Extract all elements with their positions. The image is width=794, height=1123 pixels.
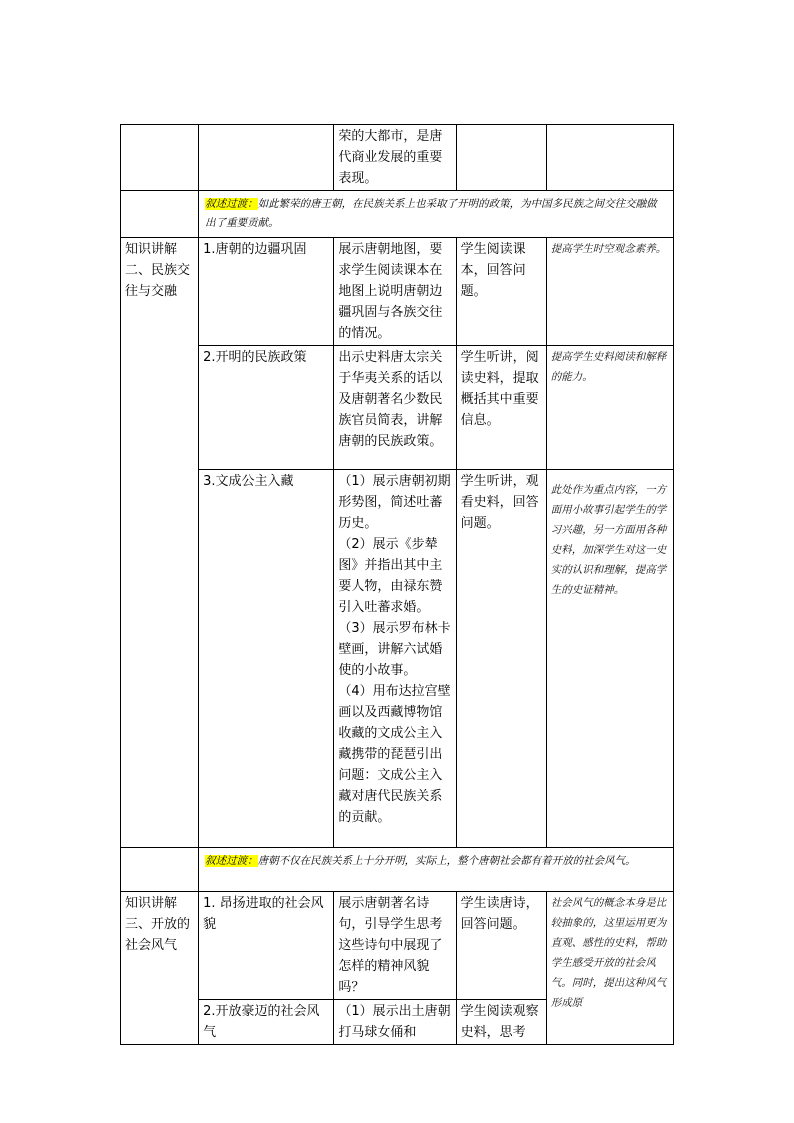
- section-title: 知识讲解二、民族交往与交融: [125, 242, 191, 299]
- student-activity-text: 学生听讲，观看史料，回答问题。: [460, 474, 539, 531]
- teacher-activity-text: 出示史料唐太宗关于华夷关系的话以及唐朝著名少数民族官员简表，讲解唐朝的民族政策。: [338, 350, 443, 449]
- teacher-activity-text: 展示唐朝著名诗句，引导学生思考这些诗句中展现了怎样的精神风貌吗？: [338, 896, 443, 995]
- section-title-cell: [121, 892, 199, 1045]
- student-activity-text: 学生读唐诗，回答问题。: [460, 896, 539, 932]
- lesson-plan-table: [120, 124, 674, 1045]
- student-activity-cell: [456, 1000, 546, 1045]
- transition-cell: [199, 191, 674, 238]
- design-intent-text: 社会风气的概念本身是比较抽象的，这里运用更为直观、感性的史料，帮助学生感受开放的社会风气。同时，提出这种风气形成原: [550, 897, 667, 1009]
- student-activity-text: 学生听讲，阅读史料，提取概括其中重要信息。: [460, 350, 539, 428]
- design-intent-text: 此处作为重点内容，一方面用小故事引起学生的学习兴趣，另一方面用各种史料，加深学生对这一史实的认识和理解，提高学生的史证精神。: [550, 484, 667, 596]
- table-row: [121, 892, 674, 1000]
- student-activity-cell: [456, 125, 546, 191]
- transition-row: [121, 191, 674, 238]
- student-activity-cell: [456, 470, 546, 848]
- teacher-activity-text: （1）展示出土唐朝打马球女俑和: [338, 1004, 451, 1040]
- teacher-activity-cell: [334, 238, 456, 346]
- transition-text: 如此繁荣的唐王朝，在民族关系上也采取了开明的政策，为中国多民族之间交往交融做出了重要贡献。: [205, 198, 657, 229]
- transition-label: 叙述过渡：: [205, 855, 258, 867]
- section-cell: [121, 848, 199, 892]
- transition-row: [121, 848, 674, 892]
- teacher-activity-step: （1）展示唐朝初期形势图，简述吐蕃历史。: [338, 474, 451, 531]
- teacher-activity-step: （2）展示《步辇图》并指出其中主要人物，由禄东赞引入吐蕃求婚。: [338, 537, 443, 615]
- student-activity-text: 学生阅读观察史料，思考: [460, 1004, 539, 1040]
- teacher-activity-cell: [334, 125, 456, 191]
- design-intent-cell: [546, 346, 673, 470]
- teacher-activity-step: （4）用布达拉宫壁画以及西藏博物馆收藏的文成公主入藏携带的琵琶引出问题：文成公主入藏对唐代民族关系的贡献。: [338, 684, 451, 825]
- design-intent-cell: [546, 892, 673, 1045]
- topic-cell: [199, 892, 334, 1000]
- design-intent-cell: [546, 125, 673, 191]
- topic-cell: [199, 238, 334, 346]
- student-activity-cell: [456, 346, 546, 470]
- student-activity-cell: [456, 892, 546, 1000]
- section-cell: [121, 125, 199, 191]
- design-intent-cell: [546, 238, 673, 346]
- student-activity-cell: [456, 238, 546, 346]
- design-intent-cell: [546, 470, 673, 848]
- table-row: [121, 470, 674, 848]
- topic-text: 1. 昂扬进取的社会风貌: [203, 896, 324, 932]
- transition-text: 唐朝不仅在民族关系上十分开明，实际上，整个唐朝社会都有着开放的社会风气。: [257, 855, 636, 867]
- design-intent-text: 提高学生时空观念素养。: [550, 243, 667, 255]
- topic-text: 2.开放豪迈的社会风气: [203, 1004, 320, 1040]
- topic-cell: [199, 125, 334, 191]
- table-row: [121, 346, 674, 470]
- teacher-activity-cell: [334, 1000, 456, 1045]
- teacher-activity-text: 荣的大都市，是唐代商业发展的重要表现。: [338, 129, 443, 186]
- table-row: [121, 125, 674, 191]
- topic-cell: [199, 346, 334, 470]
- student-activity-text: 学生阅读课本，回答问题。: [460, 242, 526, 299]
- transition-cell: [199, 848, 674, 892]
- teacher-activity-cell: [334, 892, 456, 1000]
- topic-text: 2.开明的民族政策: [203, 350, 307, 365]
- transition-label: 叙述过渡：: [205, 198, 258, 210]
- teacher-activity-cell: [334, 346, 456, 470]
- teacher-activity-step: （3）展示罗布林卡壁画，讲解六试婚使的小故事。: [338, 621, 451, 678]
- table-row: [121, 238, 674, 346]
- topic-text: 1.唐朝的边疆巩固: [203, 242, 307, 257]
- teacher-activity-text: 展示唐朝地图，要求学生阅读课本在地图上说明唐朝边疆巩固与各族交往的情况。: [338, 242, 443, 341]
- topic-cell: [199, 1000, 334, 1045]
- section-cell: [121, 191, 199, 238]
- design-intent-text: 提高学生史料阅读和解释的能力。: [550, 351, 667, 383]
- section-title: 知识讲解三、开放的社会风气: [125, 896, 191, 953]
- topic-text: 3.文成公主入藏: [203, 474, 294, 489]
- section-title-cell: [121, 238, 199, 848]
- topic-cell: [199, 470, 334, 848]
- teacher-activity-cell: [334, 470, 456, 848]
